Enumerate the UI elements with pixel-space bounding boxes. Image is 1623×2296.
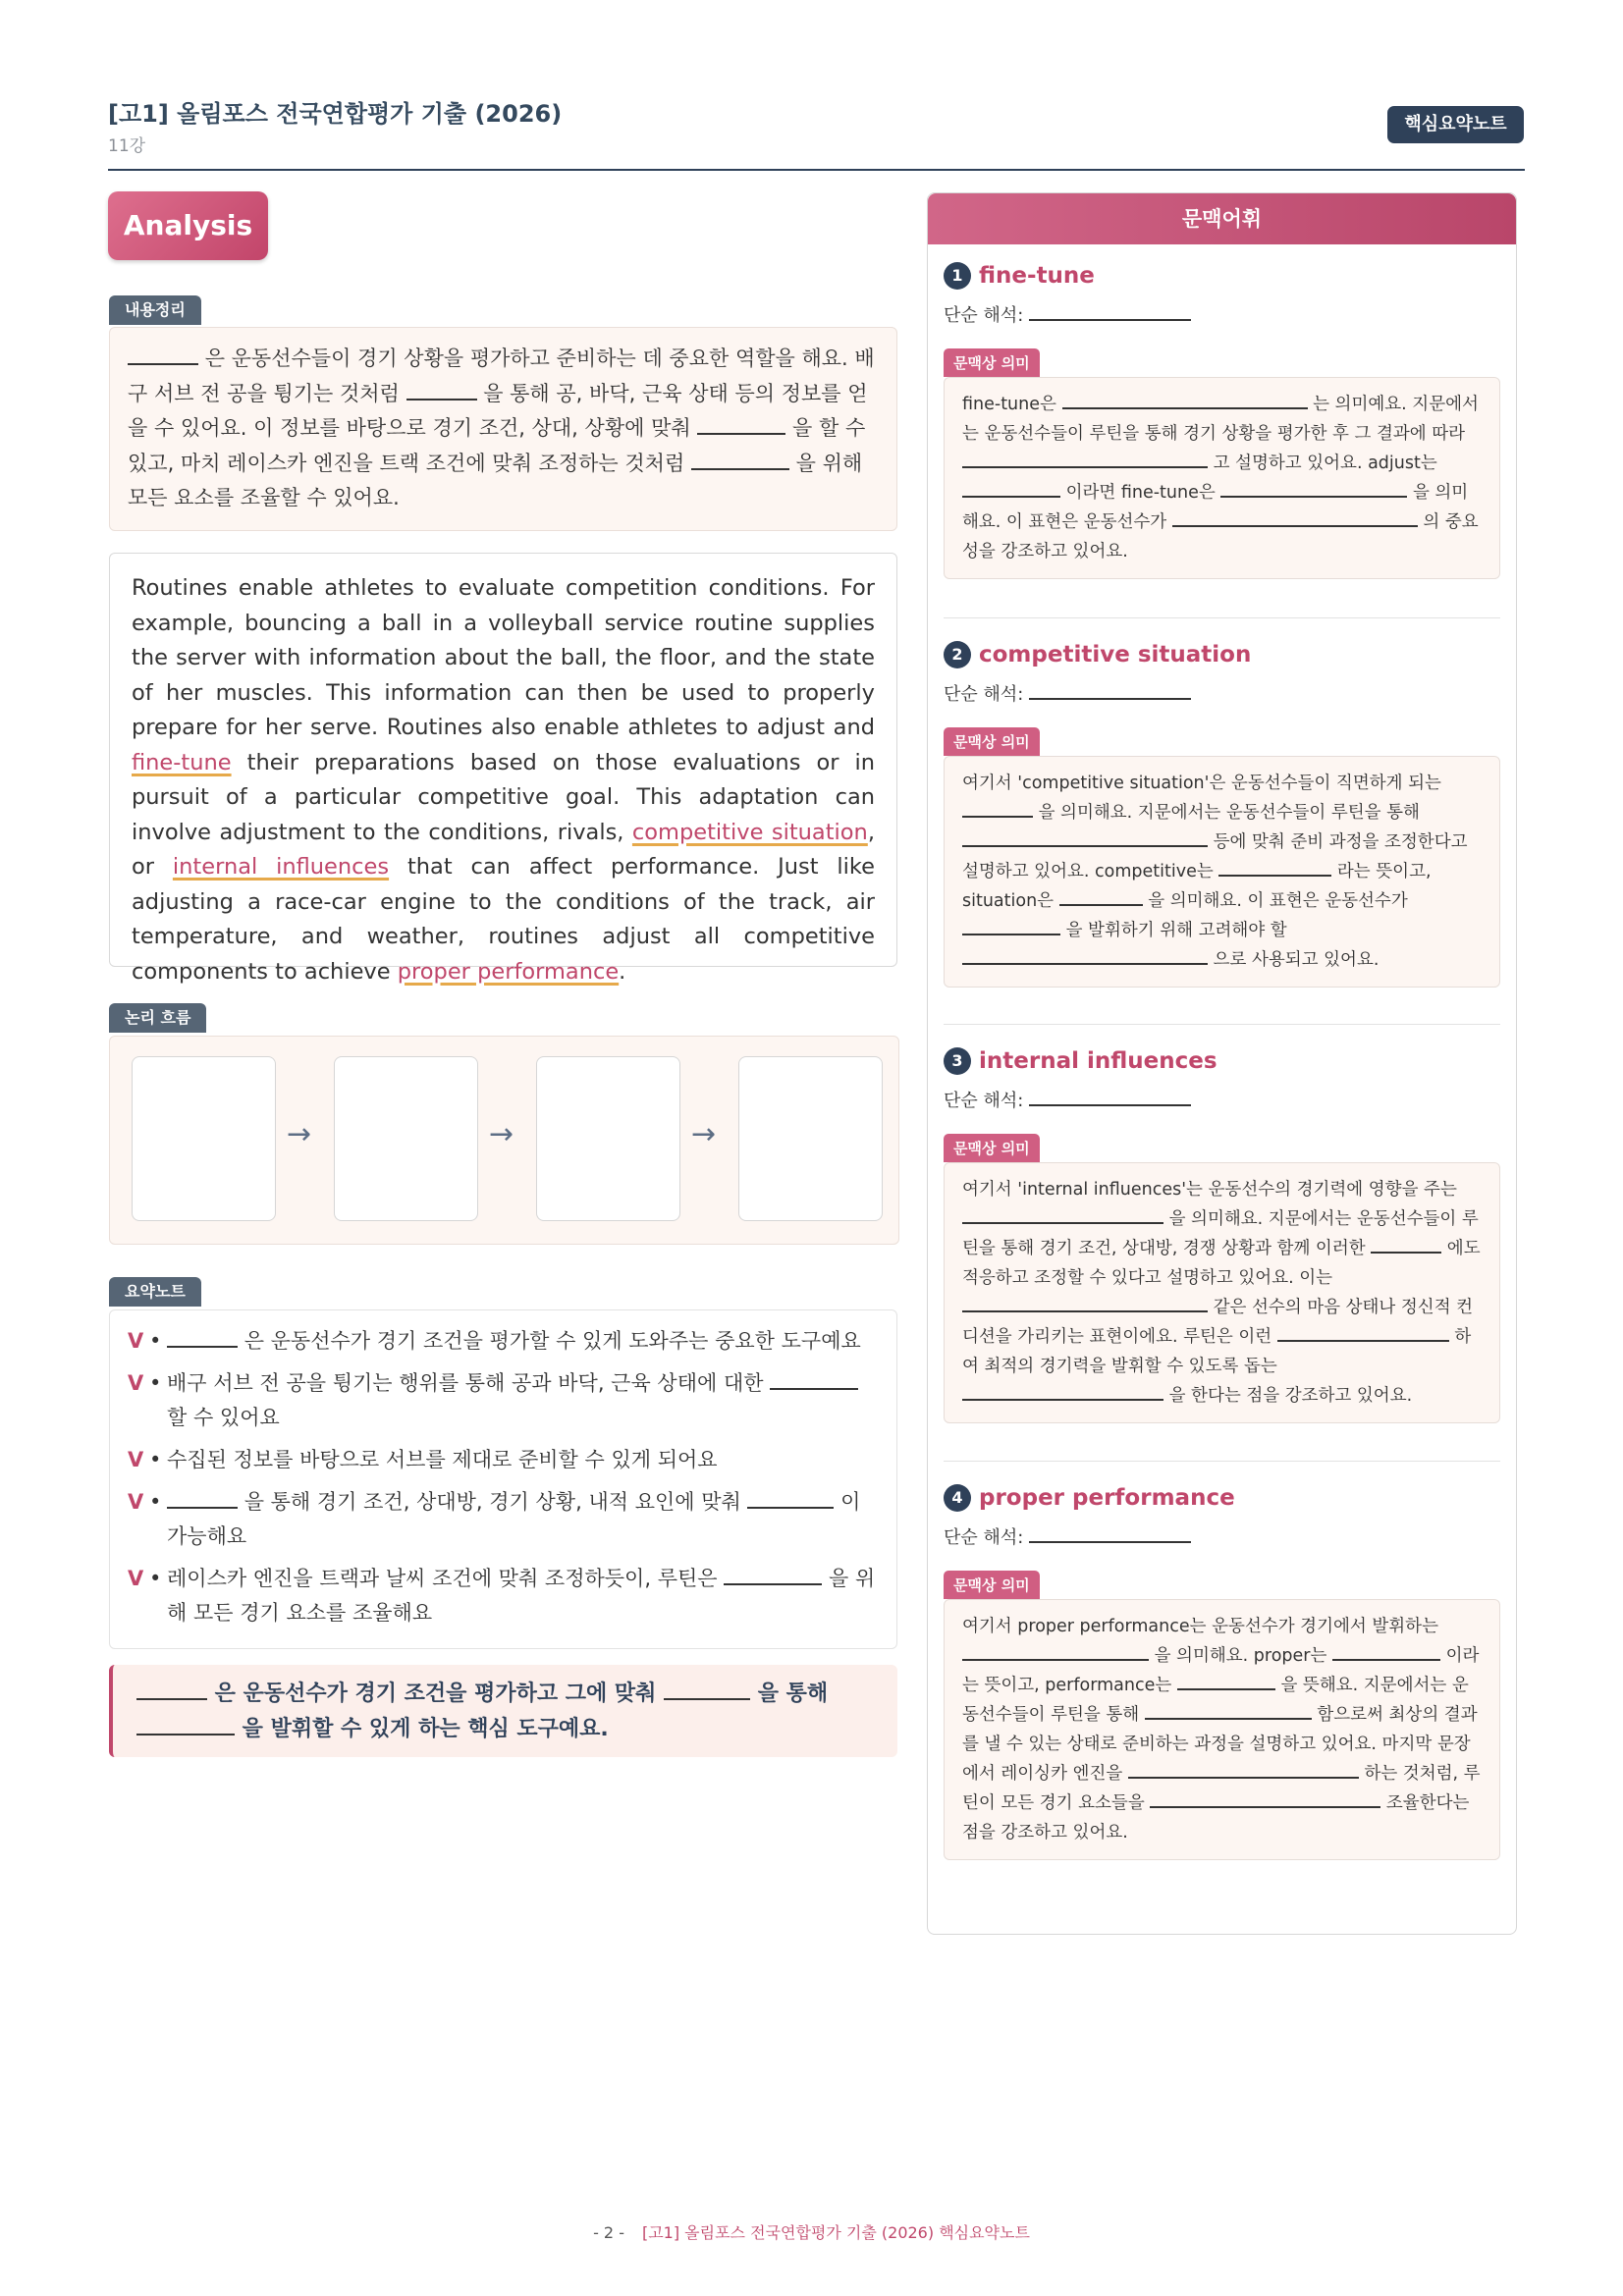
blank[interactable] xyxy=(128,343,198,365)
note-text: 이 가능해요 xyxy=(167,1490,861,1548)
note-text: 수집된 정보를 바탕으로 서브를 제대로 준비할 수 있게 되어요 xyxy=(167,1448,718,1471)
blank[interactable] xyxy=(1029,1087,1191,1106)
summary-note-row xyxy=(128,1324,879,1359)
blank[interactable] xyxy=(770,1367,858,1390)
flow-label: 논리 흐름 xyxy=(109,1003,206,1033)
summary-text: 을 통해 공, 바닥, 근육 상태 등의 정보를 얻을 수 있어요. 이 정보를 바탕으로 경기 조건, 상대, 상황에 맞춰 xyxy=(128,381,868,440)
lesson-number: 11강 xyxy=(108,136,146,156)
passage-box xyxy=(109,553,897,985)
analysis-tab: Analysis xyxy=(108,191,268,260)
summary-note-row xyxy=(128,1485,879,1554)
blank[interactable] xyxy=(1145,1701,1312,1721)
context-meaning-tag: 문맥상 의미 xyxy=(944,1134,1040,1162)
document-title: [고1] 올림포스 전국연합평가 기출 (2026) xyxy=(108,100,563,128)
note-type-badge: 핵심요약노트 xyxy=(1387,106,1524,143)
check-mark-icon: V xyxy=(128,1448,144,1471)
yoyak-label: 요약노트 xyxy=(109,1277,201,1307)
note-text: 배구 서브 전 공을 튕기는 행위를 통해 공과 바닥, 근육 상태에 대한 xyxy=(167,1371,764,1395)
blank[interactable] xyxy=(1172,508,1418,528)
highlight-term: internal influences xyxy=(172,854,390,880)
context-vocab-panel xyxy=(927,192,1517,1935)
vocab-term: proper performance xyxy=(979,1485,1235,1511)
flow-card[interactable] xyxy=(536,1056,680,1221)
simple-translation: 단순 해석: xyxy=(944,680,1500,706)
check-mark-icon: V xyxy=(128,1371,144,1395)
bullet: • xyxy=(149,1329,162,1353)
item-divider xyxy=(944,617,1500,618)
blank[interactable] xyxy=(1029,301,1191,321)
blank[interactable] xyxy=(962,479,1060,499)
blank[interactable] xyxy=(962,799,1033,819)
blank[interactable] xyxy=(962,450,1208,469)
vocab-term: internal influences xyxy=(979,1048,1217,1074)
highlight-term: fine-tune xyxy=(132,749,232,775)
summary-text: 을 할 수 있고, 마치 레이스카 엔진을 트랙 조건에 맞춰 조정하는 것처럼 xyxy=(128,416,866,475)
blank[interactable] xyxy=(724,1563,822,1585)
blank[interactable] xyxy=(1062,391,1308,410)
flow-card[interactable] xyxy=(738,1056,883,1221)
blank[interactable] xyxy=(136,1677,207,1700)
blank[interactable] xyxy=(1029,680,1191,700)
arrow-right-icon: → xyxy=(287,1117,312,1151)
logic-flow-box xyxy=(109,1036,899,1245)
blank[interactable] xyxy=(406,378,477,400)
item-number-badge: 3 xyxy=(944,1047,971,1075)
context-meaning-tag: 문맥상 의미 xyxy=(944,1571,1040,1599)
summary-note-row xyxy=(128,1443,879,1477)
bullet: • xyxy=(149,1448,162,1471)
key-summary-box xyxy=(109,1665,897,1757)
key-text: 은 운동선수가 경기 조건을 평가하고 그에 맞춰 xyxy=(214,1682,657,1706)
bullet: • xyxy=(149,1371,162,1395)
vocab-item xyxy=(944,1484,1500,1860)
passage-text: that can affect performance. Just like adjusting a race-car engine to the conditions of the track, air temperature, and weather, routines adjust all competitive components to achieve xyxy=(132,854,876,985)
check-mark-icon: V xyxy=(128,1329,144,1353)
summary-label: 내용정리 xyxy=(109,295,201,325)
item-divider xyxy=(944,1461,1500,1462)
blank[interactable] xyxy=(962,946,1208,966)
simple-translation: 단순 해석: xyxy=(944,1087,1500,1112)
blank[interactable] xyxy=(962,1205,1163,1225)
blank[interactable] xyxy=(664,1677,750,1700)
vocab-term: fine-tune xyxy=(979,263,1095,289)
context-meaning-tag: 문맥상 의미 xyxy=(944,348,1040,377)
context-meaning-box: 여기서 proper performance는 운동선수가 경기에서 발휘하는 을 의미해요. proper는 이라는 뜻이고, performance는 을 뜻해요. 지문에서는 운동선수들이 루틴을 통해 함으로써 최상의 결과를 낼 수 있는 상태로 준비하는 과정을 설명하고 있어요. 마지막 문장에서 레이싱카 엔진을 하는 것처럼, 루틴이 모든 경기 요소들을 조율한다는 점을 강조하고 있어요. xyxy=(944,1599,1500,1860)
flow-card[interactable] xyxy=(334,1056,478,1221)
context-meaning-box: fine-tune은 는 의미예요. 지문에서는 운동선수들이 루틴을 통해 경기 상황을 평가한 후 그 결과에 따라 고 설명하고 있어요. adjust는 이라면 fine-tune은 을 의미해요. 이 표현은 운동선수가 의 중요성을 강조하고 있어요. xyxy=(944,377,1500,579)
blank[interactable] xyxy=(1220,479,1407,499)
summary-text: 은 운동선수들이 경기 상황을 평가하고 준비하는 데 중요한 역할을 해요. 배구 서브 전 공을 튕기는 것처럼 xyxy=(128,347,875,405)
summary-box xyxy=(109,327,897,531)
context-meaning-box: 여기서 'internal influences'는 운동선수의 경기력에 영향을 주는 을 의미해요. 지문에서는 운동선수들이 루틴을 통해 경기 조건, 상대방, 경쟁 상황과 함께 이러한 에도 적응하고 조정할 수 있다고 설명하고 있어요. 이는 같은 선수의 마음 상태나 정신적 컨디션을 가리키는 표현이에요. 루틴은 이런 하여 최적의 경기력을 발휘할 수 있도록 돕는 을 한다는 점을 강조하고 있어요. xyxy=(944,1162,1500,1423)
blank[interactable] xyxy=(1150,1789,1380,1809)
blank[interactable] xyxy=(962,828,1208,848)
summary-text: 을 위해 모든 요소를 조율할 수 있어요. xyxy=(128,451,863,509)
blank[interactable] xyxy=(1177,1672,1275,1691)
blank[interactable] xyxy=(962,1642,1149,1662)
vocab-term: competitive situation xyxy=(979,642,1252,667)
blank[interactable] xyxy=(697,412,785,435)
flow-card[interactable] xyxy=(132,1056,276,1221)
item-number-badge: 1 xyxy=(944,262,971,290)
highlight-term: proper performance xyxy=(397,958,620,985)
blank[interactable] xyxy=(747,1486,834,1509)
blank[interactable] xyxy=(136,1712,235,1735)
summary-note-box xyxy=(109,1309,897,1649)
page-number: - 2 - xyxy=(593,2223,624,2242)
note-text: 레이스카 엔진을 트랙과 날씨 조건에 맞춰 조정하듯이, 루틴은 xyxy=(167,1567,718,1590)
simple-translation: 단순 해석: xyxy=(944,301,1500,327)
vocab-item xyxy=(944,1047,1500,1423)
blank[interactable] xyxy=(1029,1523,1191,1543)
blank[interactable] xyxy=(1128,1760,1359,1780)
note-text: 을 위해 모든 경기 요소를 조율해요 xyxy=(167,1567,876,1625)
vocab-item xyxy=(944,641,1500,988)
blank[interactable] xyxy=(962,1382,1163,1402)
context-meaning-box: 여기서 'competitive situation'은 운동선수들이 직면하게 되는 을 의미해요. 지문에서는 운동선수들이 루틴을 통해 등에 맞춰 준비 과정을 조정한다고 설명하고 있어요. competitive는 라는 뜻이고, situation은 을 의미해요. 이 표현은 운동선수가 을 발휘하기 위해 고려해야 할 으로 사용되고 있어요. xyxy=(944,756,1500,988)
blank[interactable] xyxy=(962,1294,1208,1313)
arrow-right-icon: → xyxy=(489,1117,514,1151)
item-number-badge: 4 xyxy=(944,1484,971,1512)
note-text: 할 수 있어요 xyxy=(167,1406,280,1429)
key-text: 을 발휘할 수 있게 하는 핵심 도구예요. xyxy=(242,1717,609,1741)
blank[interactable] xyxy=(167,1486,238,1509)
check-mark-icon: V xyxy=(128,1490,144,1514)
blank[interactable] xyxy=(1371,1235,1441,1255)
note-text: 을 통해 경기 조건, 상대방, 경기 상황, 내적 요인에 맞춰 xyxy=(243,1490,741,1514)
blank[interactable] xyxy=(691,448,789,470)
vocab-item xyxy=(944,262,1500,579)
check-mark-icon: V xyxy=(128,1567,144,1590)
summary-note-row xyxy=(128,1366,879,1435)
passage-text: . xyxy=(619,958,626,985)
bullet: • xyxy=(149,1567,162,1590)
note-text: 은 운동선수가 경기 조건을 평가할 수 있게 도와주는 중요한 도구예요 xyxy=(243,1329,861,1353)
blank[interactable] xyxy=(1218,858,1331,878)
key-text: 을 통해 xyxy=(757,1682,829,1706)
summary-note-row xyxy=(128,1562,879,1630)
passage-text: their preparations based on those evaluations or in pursuit of a particular competitive goal. This adaptation can involve adjustment to the conditions, rivals, xyxy=(132,749,875,845)
blank[interactable] xyxy=(1277,1323,1449,1343)
arrow-right-icon: → xyxy=(691,1117,717,1151)
vocab-panel-title: 문맥어휘 xyxy=(928,193,1516,244)
blank[interactable] xyxy=(167,1325,238,1348)
context-meaning-tag: 문맥상 의미 xyxy=(944,727,1040,756)
bullet: • xyxy=(149,1490,162,1514)
passage-text: , or xyxy=(132,819,875,880)
highlight-term: competitive situation xyxy=(631,819,868,845)
item-number-badge: 2 xyxy=(944,641,971,668)
blank[interactable] xyxy=(962,917,1060,936)
header-divider xyxy=(108,169,1525,171)
passage-text: Routines enable athletes to evaluate competition conditions. For example, bouncing a ball in a volleyball service routine supplies the server with information about the ball, the floor, and the state of her muscles. This information can then be used to properly prepare for her serve. Routines also enable athletes to adjust and xyxy=(132,575,875,740)
blank[interactable] xyxy=(1059,887,1143,907)
page-footer xyxy=(0,2220,1623,2243)
blank[interactable] xyxy=(1332,1642,1440,1662)
item-divider xyxy=(944,1024,1500,1025)
simple-translation: 단순 해석: xyxy=(944,1523,1500,1549)
footer-text: [고1] 올림포스 전국연합평가 기출 (2026) 핵심요약노트 xyxy=(641,2223,1030,2242)
